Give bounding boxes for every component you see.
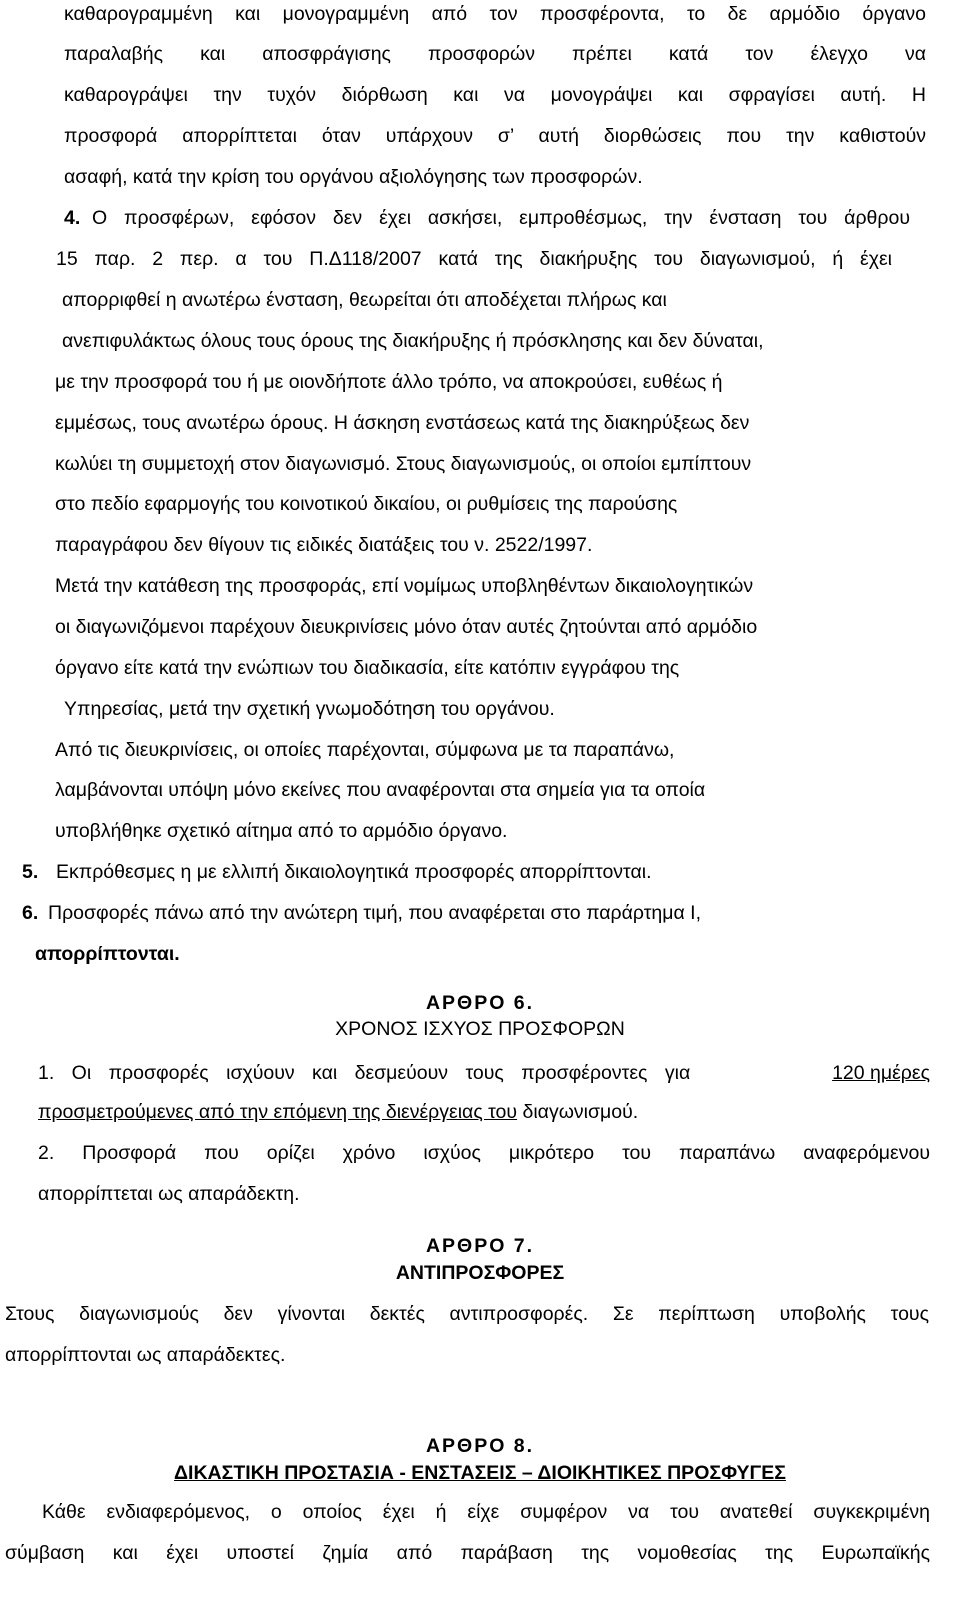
list-number: 4. (64, 207, 81, 229)
article-number: ΑΡΘΡΟ 7. (425, 1235, 535, 1257)
text-line: Στους διαγωνισμούς δεν γίνονται δεκτές αντιπροσφορές. Σε περίπτωση υποβολής τους (5, 1303, 929, 1325)
text-line: κωλύει τη συμμετοχή στον διαγωνισμό. Στους διαγωνισμούς, οι οποίοι εμπίπτουν (55, 453, 752, 475)
text-line: καθαρογραμμένη και μονογραμμένη από τον προσφέροντα, το δε αρμόδιο όργανο (64, 3, 926, 25)
text-line: απορρίπτονται ως απαράδεκτες. (5, 1344, 286, 1366)
text-line: Προσφορές πάνω από την ανώτερη τιμή, που αναφέρεται στο παράρτημα Ι, (48, 902, 702, 924)
text-line: απορριφθεί η ανωτέρω ένσταση, θεωρείται ότι αποδέχεται πλήρως και (62, 289, 667, 311)
text-line: ασαφή, κατά την κρίση του οργάνου αξιολόγησης των προσφορών. (64, 166, 643, 188)
text-line: απορρίπτεται ως απαράδεκτη. (38, 1183, 300, 1205)
text-line: Κάθε ενδιαφερόμενος, ο οποίος έχει ή είχε συμφέρον να του ανατεθεί συγκεκριμένη (42, 1501, 930, 1523)
text-fragment: 1. Οι προσφορές ισχύουν και δεσμεύουν τους προσφέροντες για (38, 1062, 691, 1084)
article-title: ΑΝΤΙΠΡΟΣΦΟΡΕΣ (395, 1262, 565, 1284)
text-line: καθαρογράψει την τυχόν διόρθωση και να μονογράψει και σφραγίσει αυτή. Η (64, 84, 926, 106)
text-line: σύμβαση και έχει υποστεί ζημία από παράβαση της νομοθεσίας της Ευρωπαϊκής (5, 1542, 930, 1564)
text-line (38, 1061, 930, 1085)
article-number: ΑΡΘΡΟ 8. (425, 1435, 535, 1457)
text-line: ανεπιφυλάκτως όλους τους όρους της διακήρυξης ή πρόσκλησης και δεν δύναται, (62, 330, 764, 352)
underlined-text: προσμετρούμενες από την επόμενη της διενέργειας του (38, 1101, 518, 1123)
text-line: Μετά την κατάθεση της προσφοράς, επί νομίμως υποβληθέντων δικαιολογητικών (55, 575, 754, 597)
text-line: προσφορά απορρίπτεται όταν υπάρχουν σ’ αυτή διορθώσεις που την καθιστούν (64, 125, 926, 147)
text-line (38, 1100, 638, 1124)
article-number: ΑΡΘΡΟ 6. (425, 992, 535, 1014)
text-line: υποβλήθηκε σχετικό αίτημα από το αρμόδιο όργανο. (55, 820, 508, 842)
text-line: Από τις διευκρινίσεις, οι οποίες παρέχονται, σύμφωνα με τα παραπάνω, (55, 739, 675, 761)
list-number: 6. (22, 902, 39, 924)
text-line: Υπηρεσίας, μετά την σχετική γνωμοδότηση του οργάνου. (64, 698, 555, 720)
text-line: παραλαβής και αποσφράγισης προσφορών πρέπει κατά τον έλεγχο να (64, 43, 926, 65)
text-line: με την προσφορά του ή με οιονδήποτε άλλο τρόπο, να αποκρούσει, ευθέως ή (55, 371, 723, 393)
list-number: 5. (22, 861, 39, 883)
underlined-duration: 120 ημέρες (832, 1062, 930, 1084)
text-line: στο πεδίο εφαρμογής του κοινοτικού δικαίου, οι ρυθμίσεις της παρούσης (55, 493, 678, 515)
text-line: όργανο είτε κατά την ενώπιων του διαδικασία, είτε κατόπιν εγγράφου της (55, 657, 680, 679)
article-title: ΔΙΚΑΣΤΙΚΗ ΠΡΟΣΤΑΣΙΑ - ΕΝΣΤΑΣΕΙΣ – ΔΙΟΙΚΗΤΙΚΕΣ ΠΡΟΣΦΥΓΕΣ (174, 1462, 786, 1484)
text-line: 15 παρ. 2 περ. α του Π.Δ118/2007 κατά της διακήρυξης του διαγωνισμού, ή έχει (56, 248, 892, 270)
text-line: λαμβάνονται υπόψη μόνο εκείνες που αναφέρονται στα σημεία για τα οποία (55, 779, 706, 801)
article-title: ΧΡΟΝΟΣ ΙΣΧΥΟΣ ΠΡΟΣΦΟΡΩΝ (335, 1018, 625, 1040)
text-line: Ο προσφέρων, εφόσον δεν έχει ασκήσει, εμπροθέσμως, την ένσταση του άρθρου (92, 207, 910, 229)
text-fragment: διαγωνισμού. (517, 1101, 639, 1123)
text-line: Εκπρόθεσμες η με ελλιπή δικαιολογητικά προσφορές απορρίπτονται. (56, 861, 652, 883)
text-line: οι διαγωνιζόμενοι παρέχουν διευκρινίσεις μόνο όταν αυτές ζητούνται από αρμόδιο (55, 616, 758, 638)
text-line-bold: απορρίπτονται. (35, 943, 180, 965)
text-line: εμμέσως, τους ανωτέρω όρους. Η άσκηση ενστάσεως κατά της διακηρύξεως δεν (55, 412, 750, 434)
text-line: παραγράφου δεν θίγουν τις ειδικές διατάξεις του ν. 2522/1997. (55, 534, 593, 556)
text-line: 2. Προσφορά που ορίζει χρόνο ισχύος μικρότερο του παραπάνω αναφερόμενου (38, 1142, 930, 1164)
